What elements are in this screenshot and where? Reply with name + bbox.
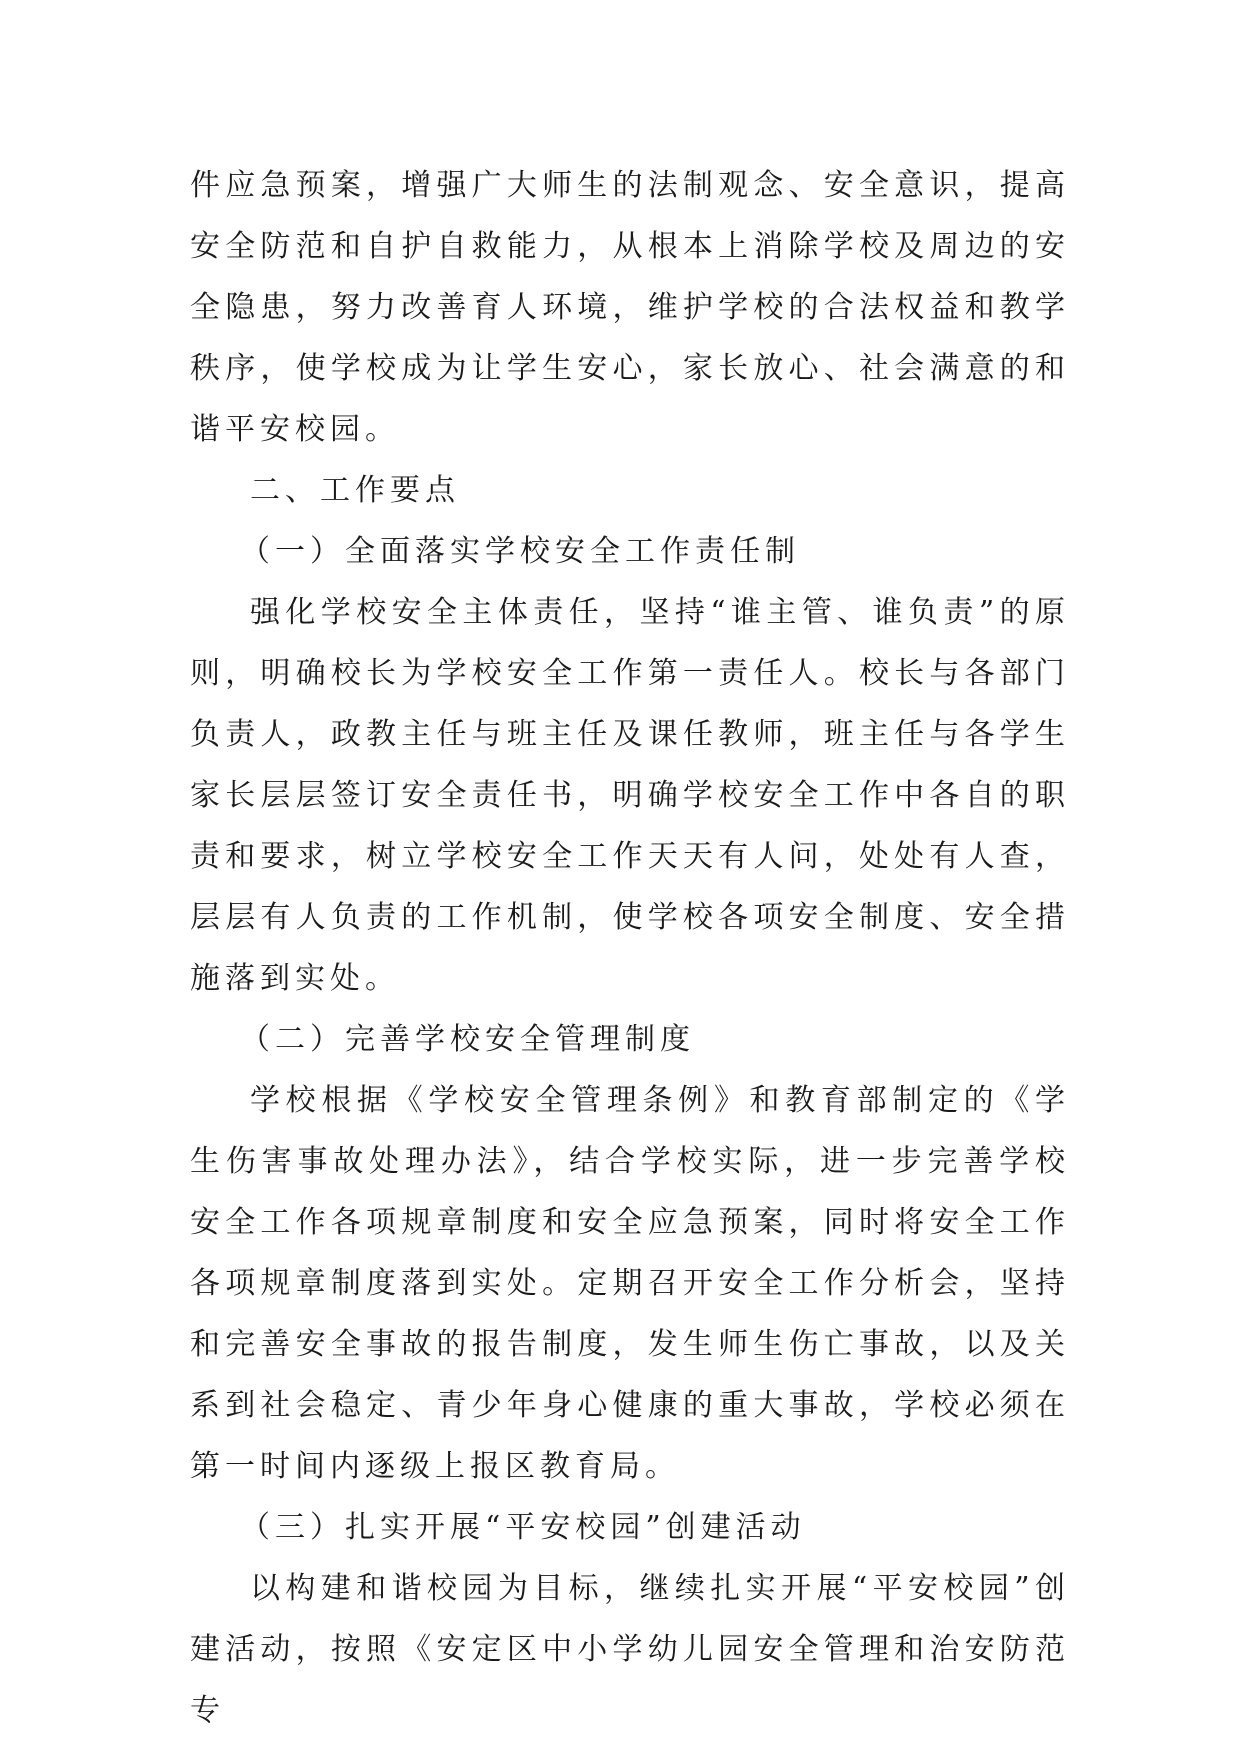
subheading-management-system: （二）完善学校安全管理制度 [240,1022,695,1057]
document-body [190,155,1070,1741]
paragraph-responsibility: 强化学校安全主体责任，坚持“谁主管、谁负责”的原则，明确校长为学校安全工作第一责任人。校长与各部门负责人，政教主任与班主任及课任教师，班主任与各学生家长层层签订安全责任书，明确学校安全工作中各自的职责和要求，树立学校安全工作天天有人问，处处有人查，层层有人负责的工作机制，使学校各项安全制度、安全措施落到实处。 [190,595,1070,996]
paragraph-safe-campus: 以构建和谐校园为目标，继续扎实开展“平安校园”创建活动，按照《安定区中小学幼儿园安全管理和治安防范专 [190,1571,1070,1728]
paragraph-management: 学校根据《学校安全管理条例》和教育部制定的《学生伤害事故处理办法》，结合学校实际，进一步完善学校安全工作各项规章制度和安全应急预案，同时将安全工作各项规章制度落到实处。定期召开安全工作分析会，坚持和完善安全事故的报告制度，发生师生伤亡事故，以及关系到社会稳定、青少年身心健康的重大事故，学校必须在第一时间内逐级上报区教育局。 [190,1083,1070,1484]
section-heading-work-points: 二、工作要点 [250,473,460,508]
paragraph-continued: 件应急预案，增强广大师生的法制观念、安全意识，提高安全防范和自护自救能力，从根本上消除学校及周边的安全隐患，努力改善育人环境，维护学校的合法权益和教学秩序，使学校成为让学生安心，家长放心、社会满意的和谐平安校园。 [190,168,1070,447]
subheading-responsibility-system: （一）全面落实学校安全工作责任制 [240,534,800,569]
subheading-safe-campus: （三）扎实开展“平安校园”创建活动 [240,1510,806,1545]
